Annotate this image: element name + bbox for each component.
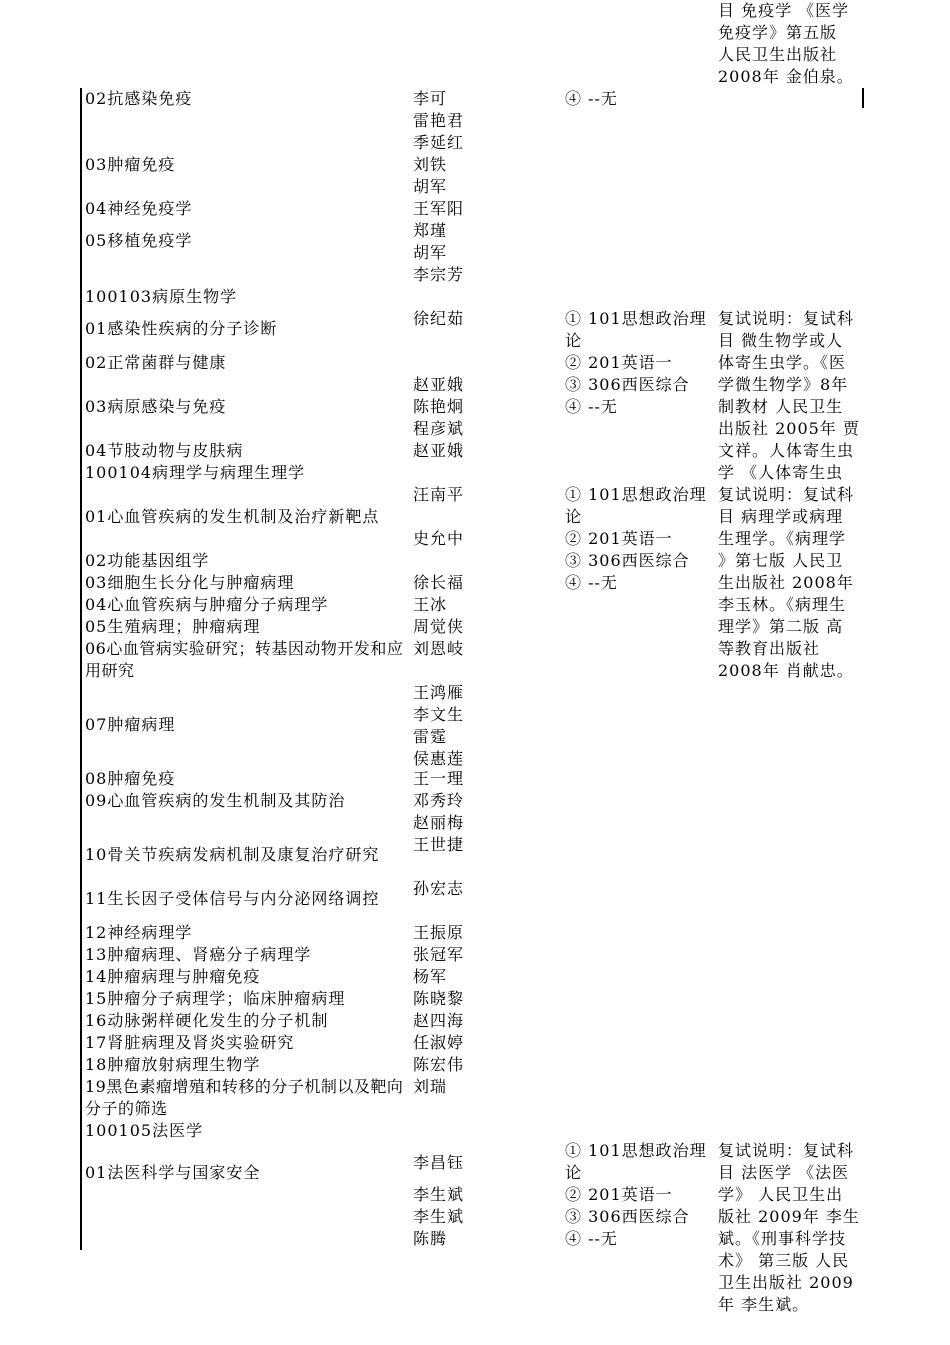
major-name: 05移植免疫学 xyxy=(85,231,193,250)
major-name: 02正常菌群与健康 xyxy=(85,353,227,372)
major-name: 03细胞生长分化与肿瘤病理 xyxy=(85,573,295,592)
exam-subject: ② 201英语一 xyxy=(565,1185,673,1204)
supervisor-name: 李生斌 xyxy=(413,1207,465,1226)
supervisor-name: 陈艳炯 xyxy=(413,397,465,416)
supervisor-name: 陈腾 xyxy=(413,1229,448,1248)
supervisor-name: 徐纪茹 xyxy=(413,309,465,328)
supervisor-name: 刘铁 xyxy=(413,155,448,174)
supervisor-name: 李宗芳 xyxy=(413,265,465,284)
major-name: 03肿瘤免疫 xyxy=(85,155,176,174)
supervisor-name: 李文生 xyxy=(413,705,465,724)
exam-subject: ④ --无 xyxy=(565,397,618,416)
left-border-line xyxy=(80,88,82,1250)
major-name: 04节肢动物与皮肤病 xyxy=(85,441,244,460)
retest-note: 等教育出版社 xyxy=(718,639,821,658)
major-name: 14肿瘤病理与肿瘤免疫 xyxy=(85,967,261,986)
supervisor-name: 汪南平 xyxy=(413,485,465,504)
retest-note: 学微生物学》8年 xyxy=(718,375,849,394)
major-name: 100104病理学与病理生理学 xyxy=(85,463,306,482)
exam-subject: ③ 306西医综合 xyxy=(565,1207,690,1226)
supervisor-name: 雷艳君 xyxy=(413,111,465,130)
major-name: 08肿瘤免疫 xyxy=(85,769,176,788)
supervisor-name: 刘瑞 xyxy=(413,1077,448,1096)
retest-note: 斌。《刑事科学技 xyxy=(718,1229,847,1248)
exam-subject: ① 101思想政治理 xyxy=(565,485,707,504)
supervisor-name: 王一理 xyxy=(413,769,465,788)
supervisor-name: 王冰 xyxy=(413,595,448,614)
supervisor-name: 李生斌 xyxy=(413,1185,465,1204)
retest-note: 复试说明：复试科 xyxy=(718,1141,855,1160)
supervisor-name: 周觉侠 xyxy=(413,617,465,636)
supervisor-name: 赵四海 xyxy=(413,1011,465,1030)
retest-note: 生出版社 2008年 xyxy=(718,573,854,592)
retest-note: 年 李生斌。 xyxy=(718,1295,810,1314)
retest-note: 目 微生物学或人 xyxy=(718,331,844,350)
supervisor-name: 雷霆 xyxy=(413,727,448,746)
supervisor-name: 任淑婷 xyxy=(413,1033,465,1052)
retest-note: 复试说明：复试科 xyxy=(718,309,855,328)
major-name: 01法医科学与国家安全 xyxy=(85,1163,261,1182)
exam-subject: 论 xyxy=(565,507,583,526)
retest-note: 术》 第三版 人民 xyxy=(718,1251,850,1270)
top-note-line: 2008年 金伯泉。 xyxy=(718,67,854,86)
retest-note: 复试说明：复试科 xyxy=(718,485,855,504)
supervisor-name: 杨军 xyxy=(413,967,448,986)
major-name: 02功能基因组学 xyxy=(85,551,210,570)
exam-subject: ② 201英语一 xyxy=(565,353,673,372)
major-name: 17肾脏病理及肾炎实验研究 xyxy=(85,1033,295,1052)
supervisor-name: 王世捷 xyxy=(413,835,465,854)
supervisor-name: 王振原 xyxy=(413,923,465,942)
retest-note: 版社 2009年 李生 xyxy=(718,1207,860,1226)
major-name: 02抗感染免疫 xyxy=(85,89,193,108)
retest-note: 理学》第二版 高 xyxy=(718,617,844,636)
supervisor-name: 李可 xyxy=(413,89,448,108)
supervisor-name: 赵亚娥 xyxy=(413,375,465,394)
retest-note: 出版社 2005年 贾 xyxy=(718,419,860,438)
exam-subject: ③ 306西医综合 xyxy=(565,375,690,394)
major-name: 04神经免疫学 xyxy=(85,199,193,218)
supervisor-name: 陈晓黎 xyxy=(413,989,465,1008)
supervisor-name: 胡军 xyxy=(413,243,448,262)
top-note-line: 人民卫生出版社 xyxy=(718,45,838,64)
major-name: 06心血管病实验研究；转基因动物开发和应用研究 xyxy=(85,639,404,680)
major-name: 09心血管疾病的发生机制及其防治 xyxy=(85,791,346,810)
retest-note: 学》 人民卫生出 xyxy=(718,1185,844,1204)
major-name: 100103病原生物学 xyxy=(85,287,238,306)
top-note-line: 免疫学》第五版 xyxy=(718,23,838,42)
major-name: 10骨关节疾病发病机制及康复治疗研究 xyxy=(85,845,380,864)
supervisor-name: 胡军 xyxy=(413,177,448,196)
supervisor-name: 陈宏伟 xyxy=(413,1055,465,1074)
supervisor-name: 刘恩岐 xyxy=(413,639,465,658)
exam-subject: ④ --无 xyxy=(565,89,618,108)
major-name: 04心血管疾病与肿瘤分子病理学 xyxy=(85,595,329,614)
retest-note: 体寄生虫学。《医 xyxy=(718,353,847,372)
supervisor-name: 王军阳 xyxy=(413,199,465,218)
right-border-line xyxy=(862,88,864,108)
major-name: 15肿瘤分子病理学；临床肿瘤病理 xyxy=(85,989,346,1008)
supervisor-name: 邓秀玲 xyxy=(413,791,465,810)
exam-subject: 论 xyxy=(565,331,583,350)
supervisor-name: 赵亚娥 xyxy=(413,441,465,460)
retest-note: 学 《人体寄生虫 xyxy=(718,463,844,482)
supervisor-name: 程彦斌 xyxy=(413,419,465,438)
major-name: 13肿瘤病理、肾癌分子病理学 xyxy=(85,945,312,964)
major-name: 100105法医学 xyxy=(85,1121,204,1140)
exam-subject: 论 xyxy=(565,1163,583,1182)
major-name: 05生殖病理；肿瘤病理 xyxy=(85,617,261,636)
supervisor-name: 孙宏志 xyxy=(413,879,465,898)
supervisor-name: 徐长福 xyxy=(413,573,465,592)
top-note-line: 目 免疫学 《医学 xyxy=(718,1,850,20)
exam-subject: ④ --无 xyxy=(565,573,618,592)
major-name: 12神经病理学 xyxy=(85,923,193,942)
supervisor-name: 李昌钰 xyxy=(413,1153,465,1172)
exam-subject: ④ --无 xyxy=(565,1229,618,1248)
supervisor-name: 史允中 xyxy=(413,529,465,548)
retest-note: 目 病理学或病理 xyxy=(718,507,844,526)
exam-subject: ① 101思想政治理 xyxy=(565,309,707,328)
exam-subject: ② 201英语一 xyxy=(565,529,673,548)
retest-note: 生理学。《病理学 xyxy=(718,529,847,548)
retest-note: 文祥。人体寄生虫 xyxy=(718,441,855,460)
supervisor-name: 赵丽梅 xyxy=(413,813,465,832)
supervisor-name: 季延红 xyxy=(413,133,465,152)
major-name: 01心血管疾病的发生机制及治疗新靶点 xyxy=(85,507,380,526)
major-name: 01感染性疾病的分子诊断 xyxy=(85,319,278,338)
major-name: 11生长因子受体信号与内分泌网络调控 xyxy=(85,889,380,908)
supervisor-name: 王鸿雁 xyxy=(413,683,465,702)
retest-note: 李玉林。《病理生 xyxy=(718,595,847,614)
major-name: 19黑色素瘤增殖和转移的分子机制以及靶向分子的筛选 xyxy=(85,1077,404,1118)
retest-note: 制教材 人民卫生 xyxy=(718,397,844,416)
major-name: 07肿瘤病理 xyxy=(85,715,176,734)
supervisor-name: 侯惠莲 xyxy=(413,749,465,768)
supervisor-name: 郑瑾 xyxy=(413,221,448,240)
retest-note: 目 法医学 《法医 xyxy=(718,1163,850,1182)
retest-note: 》第七版 人民卫 xyxy=(718,551,844,570)
retest-note: 卫生出版社 2009 xyxy=(718,1273,854,1292)
supervisor-name: 张冠军 xyxy=(413,945,465,964)
major-name: 16动脉粥样硬化发生的分子机制 xyxy=(85,1011,329,1030)
major-name: 18肿瘤放射病理生物学 xyxy=(85,1055,261,1074)
exam-subject: ③ 306西医综合 xyxy=(565,551,690,570)
exam-subject: ① 101思想政治理 xyxy=(565,1141,707,1160)
major-name: 03病原感染与免疫 xyxy=(85,397,227,416)
retest-note: 2008年 肖献忠。 xyxy=(718,661,854,680)
